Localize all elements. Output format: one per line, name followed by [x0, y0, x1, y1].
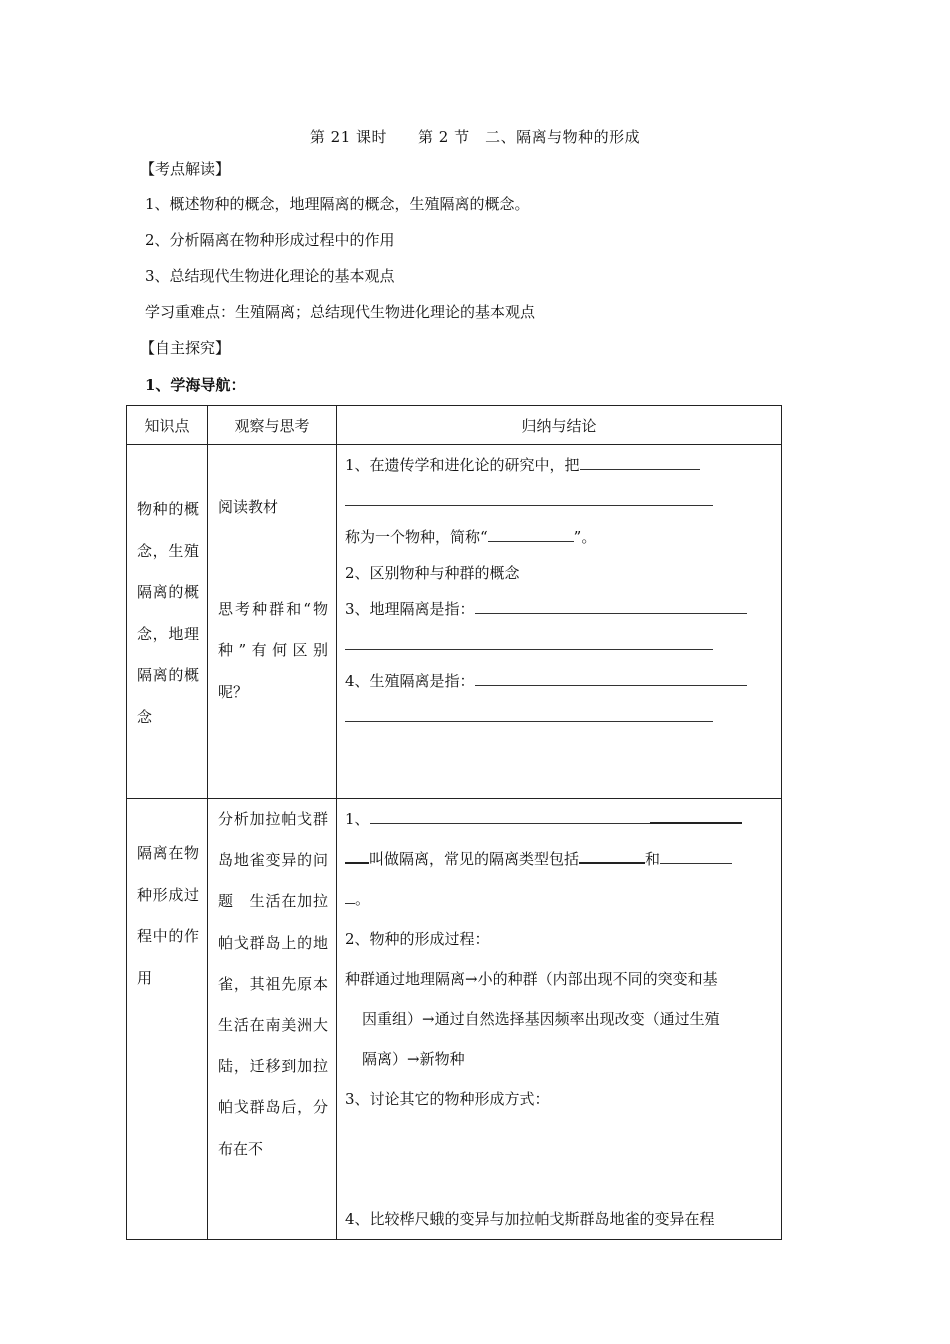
blank-field[interactable] — [475, 671, 747, 686]
table-header-row — [127, 406, 782, 445]
objective-3: 3、总结现代生物进化理论的基本观点 — [145, 267, 395, 285]
section-kaodian: 【考点解读】 — [140, 160, 231, 178]
row1-c1c: ”。 — [573, 528, 597, 546]
table-row — [127, 799, 782, 1240]
blank-field[interactable] — [579, 848, 645, 864]
section-zizhu: 【自主探究】 — [140, 339, 231, 357]
blank-field[interactable] — [488, 527, 574, 542]
header-conclusion: 归纳与结论 — [337, 406, 782, 445]
row2-c2a: 种群通过地理隔离→小的种群（内部出现不同的突变和基 — [345, 970, 718, 988]
blank-field[interactable] — [345, 707, 713, 722]
row1-c3: 3、地理隔离是指： — [345, 600, 475, 618]
blank-field[interactable] — [345, 635, 713, 650]
key-difficulty: 学习重难点：生殖隔离；总结现代生物进化理论的基本观点 — [145, 303, 536, 321]
blank-field[interactable] — [660, 849, 732, 864]
table-row — [127, 445, 782, 799]
blank-field[interactable] — [370, 809, 650, 824]
objective-1: 1、概述物种的概念，地理隔离的概念，生殖隔离的概念。 — [145, 195, 530, 213]
row2-conclusion-cell — [337, 799, 782, 1240]
blank-field[interactable] — [345, 889, 355, 904]
row2-conclusion — [337, 799, 781, 1239]
row2-c1a: 1、 — [345, 810, 370, 828]
row1-c2: 2、区别物种与种群的概念 — [345, 564, 520, 582]
row1-c1a: 1、在遗传学和进化论的研究中，把 — [345, 456, 580, 474]
row2-c1c: 和 — [645, 850, 661, 868]
row2-topic-cell — [127, 799, 208, 1240]
header-topic: 知识点 — [127, 406, 208, 445]
blank-field[interactable] — [345, 491, 713, 506]
blank-field[interactable] — [345, 848, 369, 864]
lesson-title: 第 21 课时 第 2 节 二、隔离与物种的形成 — [309, 128, 641, 146]
row1-observe-cell — [208, 445, 337, 799]
row1-topic-cell — [127, 445, 208, 799]
row1-read: 阅读教材 — [218, 498, 279, 516]
study-table — [126, 405, 782, 1240]
row2-c2c: 隔离）→新物种 — [362, 1050, 465, 1068]
row2-c1b: 叫做隔离，常见的隔离类型包括 — [369, 850, 580, 868]
row1-conclusion — [337, 445, 781, 735]
row1-conclusion-cell — [337, 445, 782, 799]
row2-c1d: 。 — [355, 890, 371, 908]
row2-c2: 2、物种的形成过程： — [345, 930, 490, 948]
blank-field[interactable] — [475, 599, 747, 614]
row1-c1b: 称为一个物种，简称“ — [345, 528, 488, 546]
row2-c4: 4、比较桦尺蛾的变异与加拉帕戈斯群岛地雀的变异在程 — [345, 1210, 715, 1228]
row2-c2b: 因重组）→通过自然选择基因频率出现改变（通过生殖 — [362, 1010, 720, 1028]
header-observe: 观察与思考 — [208, 406, 337, 445]
row2-spacer — [345, 1119, 773, 1199]
row2-analysis: 分析加拉帕戈群岛地雀变异的问题 生活在加拉帕戈群岛上的地雀，其祖先原本生活在南美洲大陆，迁移到加拉帕戈群岛后，分布在不 — [218, 810, 328, 1158]
row1-think: 思考种群和“物种”有何区别呢？ — [218, 599, 328, 701]
blank-field[interactable] — [650, 808, 742, 824]
objective-2: 2、分析隔离在物种形成过程中的作用 — [145, 231, 395, 249]
row2-c3: 3、讨论其它的物种形成方式： — [345, 1090, 550, 1108]
blank-field[interactable] — [580, 455, 700, 470]
row1-c4: 4、生殖隔离是指： — [345, 672, 475, 690]
row1-topic: 物种的概念，生殖隔离的概念，地理隔离的概念 — [137, 500, 199, 726]
section-navigation: 1、学海导航： — [145, 376, 246, 394]
row2-topic: 隔离在物种形成过程中的作用 — [137, 844, 199, 987]
row2-observe-cell — [208, 799, 337, 1240]
